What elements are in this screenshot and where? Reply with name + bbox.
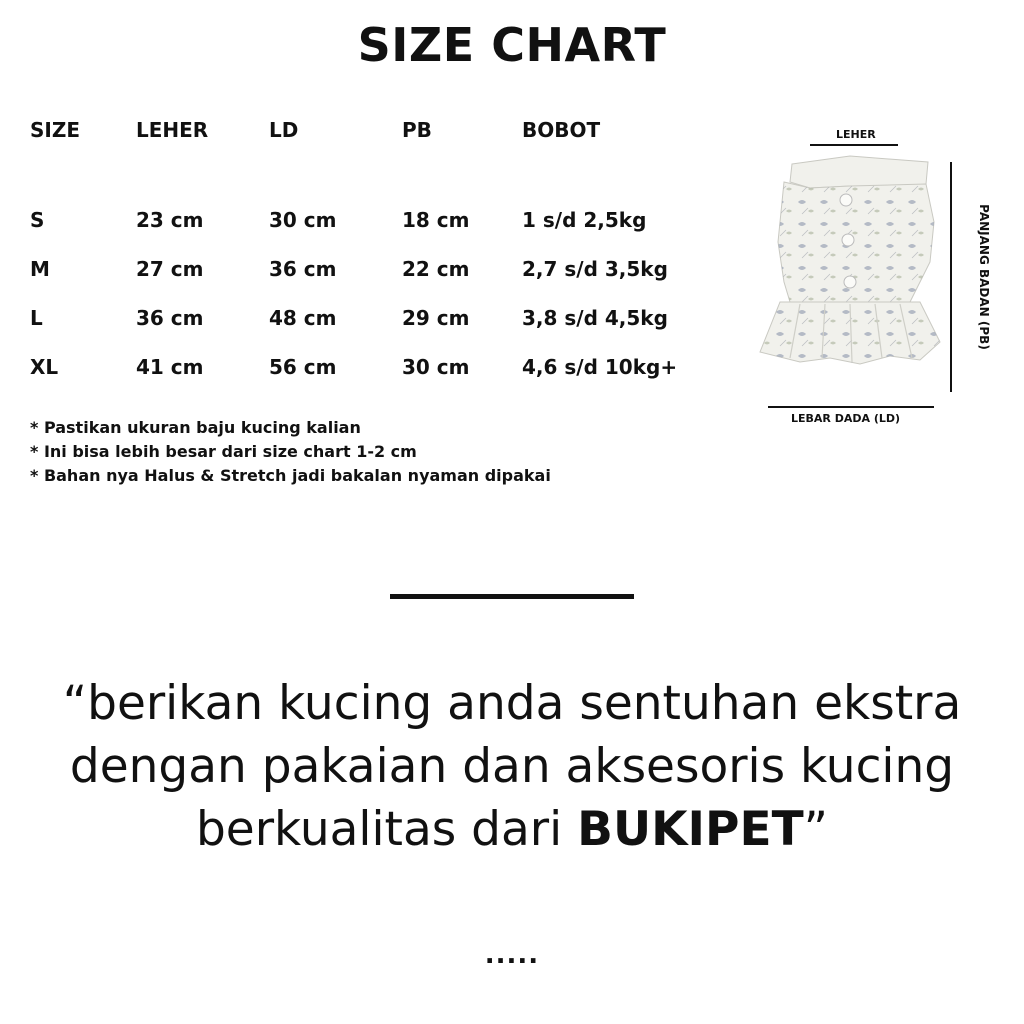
table-cell: 3,8 s/d 4,5kg (522, 305, 668, 330)
quote-open-mark: “ (62, 676, 88, 731)
quote (0, 672, 1024, 861)
quote-line: dengan pakaian dan aksesoris kucing (69, 739, 955, 794)
table-row (30, 293, 702, 342)
table-cell: 30 cm (269, 207, 337, 232)
measurement-diagram (750, 120, 991, 440)
table-row (30, 195, 702, 244)
table-cell: 56 cm (269, 354, 337, 379)
chest-label: LEBAR DADA (LD) (791, 412, 901, 425)
table-cell: XL (30, 354, 59, 379)
length-measure-line (950, 162, 952, 392)
note-item: * Pastikan ukuran baju kucing kalian (30, 418, 361, 437)
table-spacer (30, 146, 702, 195)
table-cell: 29 cm (402, 305, 470, 330)
table-header-row (30, 118, 702, 146)
table-cell: 22 cm (402, 256, 470, 281)
note-item: * Ini bisa lebih besar dari size chart 1-2 cm (30, 442, 417, 461)
header-leher: LEHER (136, 118, 209, 142)
brand-name: BUKIPET (577, 802, 804, 857)
header-bobot: BOBOT (522, 118, 601, 142)
table-cell: 36 cm (136, 305, 204, 330)
table-cell: 18 cm (402, 207, 470, 232)
table-cell: 41 cm (136, 354, 204, 379)
header-ld: LD (269, 118, 299, 142)
cat-dress-illustration (750, 152, 950, 392)
table-cell: 2,7 s/d 3,5kg (522, 256, 668, 281)
table-cell: S (30, 207, 45, 232)
header-size: SIZE (30, 118, 81, 142)
neck-label: LEHER (836, 128, 876, 141)
page-title: SIZE CHART (357, 18, 667, 72)
table-row (30, 244, 702, 293)
chest-measure-line (768, 406, 934, 408)
quote-text: berkualitas dari (195, 802, 578, 857)
table-cell: 27 cm (136, 256, 204, 281)
quote-text: berikan kucing anda sentuhan ekstra (87, 676, 962, 731)
table-cell: M (30, 256, 50, 281)
quote-line (0, 798, 1024, 861)
note-item: * Bahan nya Halus & Stretch jadi bakalan nyaman dipakai (30, 466, 551, 485)
table-cell: 4,6 s/d 10kg+ (522, 354, 678, 379)
table-cell: 36 cm (269, 256, 337, 281)
notes (30, 416, 551, 488)
table-cell: 23 cm (136, 207, 204, 232)
divider (390, 594, 634, 599)
footer-dots: ..... (484, 940, 540, 970)
quote-line (0, 672, 1024, 735)
length-label: PANJANG BADAN (PB) (977, 204, 991, 350)
header-pb: PB (402, 118, 432, 142)
size-table (30, 118, 702, 391)
quote-close-mark: ” (803, 802, 829, 857)
table-cell: L (30, 305, 43, 330)
table-cell: 48 cm (269, 305, 337, 330)
table-cell: 30 cm (402, 354, 470, 379)
table-cell: 1 s/d 2,5kg (522, 207, 647, 232)
table-row (30, 342, 702, 391)
neck-measure-line (810, 144, 898, 146)
